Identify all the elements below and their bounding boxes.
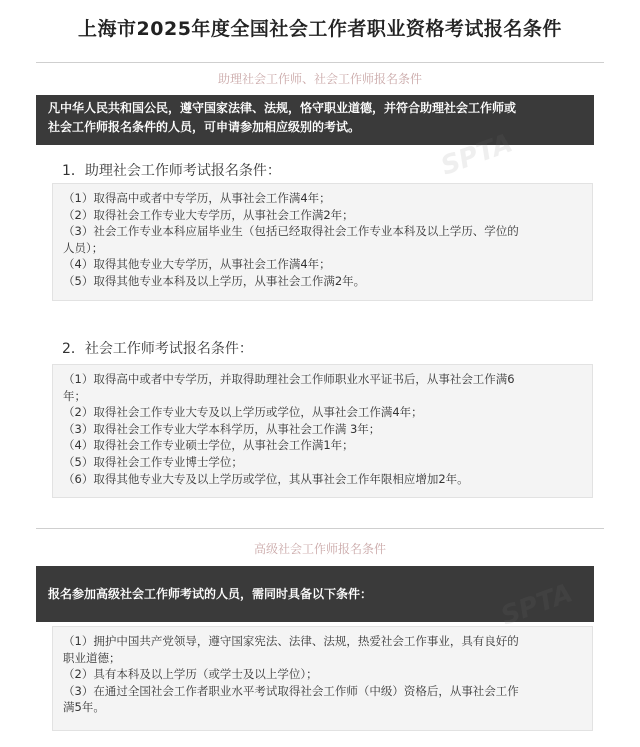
senior-item-2: （2）具有本科及以上学历（或学士及以上学位）； bbox=[63, 667, 318, 682]
section1-banner-line-1: 凡中华人民共和国公民，遵守国家法律、法规，恪守职业道德，并符合助理社会工作师或 bbox=[48, 101, 517, 115]
section2-banner-line-1: 报名参加高级社会工作师考试的人员，需同时具备以下条件： bbox=[48, 587, 373, 601]
assistant-item-3a: （3）社会工作专业本科应届毕业生（包括已经取得社会工作专业本科及以上学历、学位的 bbox=[63, 224, 519, 239]
page-title: 上海市2025年度全国社会工作者职业资格考试报名条件 bbox=[78, 18, 562, 40]
senior-item-1a: （1）拥护中国共产党领导，遵守国家宪法、法律、法规，热爱社会工作事业，具有良好的 bbox=[63, 634, 519, 648]
watermark-1: SPTA bbox=[437, 128, 517, 182]
worker-item-5: （5）取得社会工作专业博士学位； bbox=[63, 454, 243, 469]
assistant-item-5: （5）取得其他专业本科及以上学历，从事社会工作满2年。 bbox=[63, 273, 366, 288]
worker-item-2: （2）取得社会工作专业大专及以上学历或学位，从事社会工作满4年； bbox=[63, 405, 423, 420]
worker-item-1a: （1）取得高中或者中专学历，并取得助理社会工作师职业水平证书后，从事社会工作满6 bbox=[63, 372, 515, 386]
section2-top-divider bbox=[36, 528, 604, 529]
worker-item-1b: 年； bbox=[63, 388, 86, 403]
assistant-item-2: （2）取得社会工作专业大专学历，从事社会工作满2年； bbox=[63, 207, 354, 222]
assistant-heading: 1．助理社会工作师考试报名条件： bbox=[62, 163, 281, 179]
assistant-conditions-box bbox=[52, 183, 593, 301]
worker-item-3: （3）取得社会工作专业大学本科学历，从事社会工作满 3年； bbox=[63, 421, 381, 436]
senior-item-3a: （3）在通过全国社会工作者职业水平考试取得社会工作师（中级）资格后，从事社会工作 bbox=[63, 683, 519, 698]
section1-banner bbox=[36, 95, 594, 145]
worker-heading: 2．社会工作师考试报名条件： bbox=[62, 341, 253, 357]
section2-label: 高级社会工作师报名条件 bbox=[253, 542, 386, 556]
assistant-item-4: （4）取得其他专业大专学历，从事社会工作满4年； bbox=[63, 257, 331, 272]
senior-conditions-box bbox=[52, 626, 593, 731]
senior-item-1b: 职业道德； bbox=[63, 650, 121, 665]
worker-item-4: （4）取得社会工作专业硕士学位，从事社会工作满1年； bbox=[63, 438, 354, 453]
section2-banner bbox=[36, 566, 594, 622]
worker-item-6: （6）取得其他专业大专及以上学历或学位，其从事社会工作年限相应增加2年。 bbox=[63, 471, 469, 486]
section1-banner-line-2: 社会工作师报名条件的人员，可申请参加相应级别的考试。 bbox=[48, 120, 361, 134]
assistant-item-3b: 人员）； bbox=[63, 240, 104, 255]
worker-conditions-box bbox=[52, 364, 593, 498]
section1-label: 助理社会工作师、社会工作师报名条件 bbox=[217, 72, 422, 86]
senior-item-3b: 满5年。 bbox=[63, 700, 105, 715]
section1-top-divider bbox=[36, 62, 604, 63]
assistant-item-1: （1）取得高中或者中专学历，从事社会工作满4年； bbox=[63, 191, 331, 205]
